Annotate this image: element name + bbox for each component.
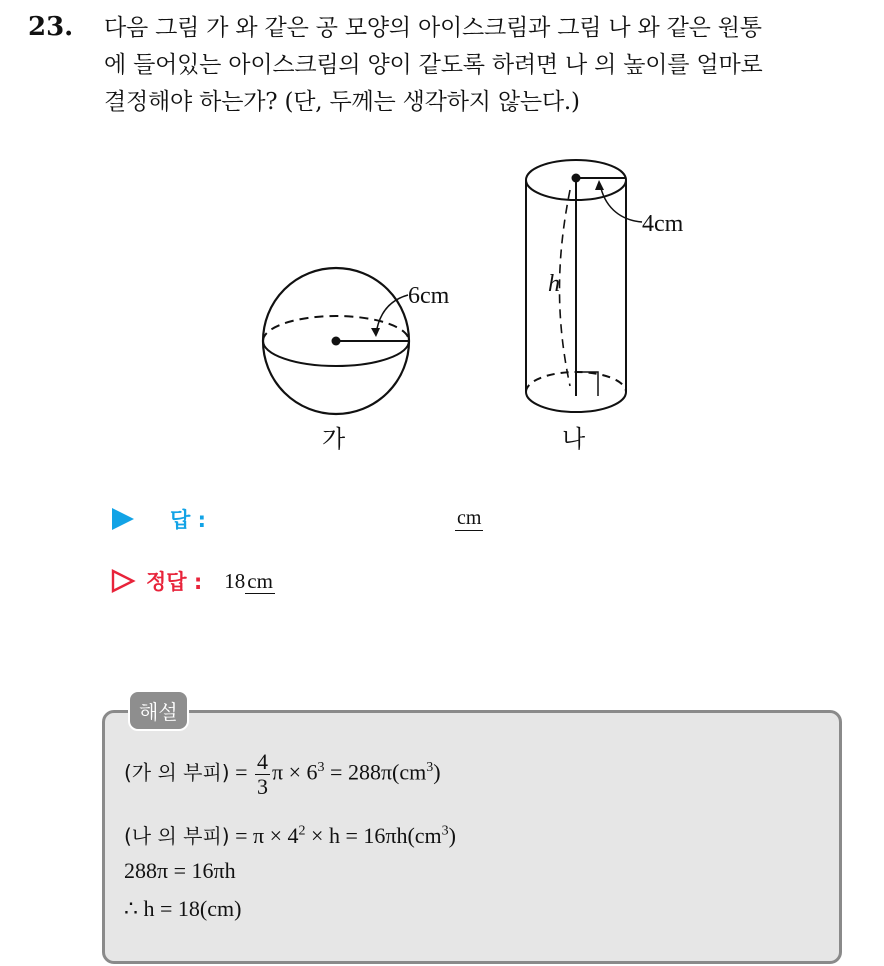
play-filled-icon	[110, 507, 136, 531]
answer-blank-unit: cm	[457, 507, 482, 529]
fraction-numerator: 4	[257, 749, 269, 774]
sphere-figure	[263, 268, 450, 453]
solution-line-2	[124, 820, 456, 849]
exponent: 3	[317, 760, 325, 776]
solution-term: (나 의 부피)	[124, 824, 230, 848]
solution-tag: 해설	[128, 690, 189, 731]
question-number: 23.	[28, 12, 74, 42]
sphere-caption: 가	[322, 425, 346, 453]
solution-expr: = π × 4	[229, 823, 299, 848]
answer-row	[110, 504, 206, 534]
solution-expr: )	[448, 823, 456, 848]
fraction-denominator: 3	[257, 774, 269, 799]
solution-line-3: 288π = 16πh	[124, 858, 236, 883]
cylinder-arrow-head	[595, 180, 604, 190]
solution-expr: × h = 16πh(cm	[305, 823, 442, 848]
height-label: h	[548, 271, 560, 297]
sphere-arrow-head	[371, 328, 380, 337]
question-line: 결정해야 하는가? (단, 두께는 생각하지 않는다.)	[104, 89, 580, 115]
solution-line-1	[124, 750, 441, 799]
exponent: 3	[426, 760, 434, 776]
question-line: 다음 그림 가 와 같은 공 모양의 아이스크림과 그림 나 와 같은 원통	[104, 15, 762, 41]
correct-answer-label: 정답 :	[146, 570, 203, 594]
solution-eq: =	[235, 759, 248, 785]
cylinder-caption: 나	[562, 425, 586, 453]
question-line: 에 들어있는 아이스크림의 양이 같도록 하려면 나 의 높이를 얼마로	[104, 52, 763, 78]
play-outline-icon	[110, 569, 136, 593]
height-dashed-arc	[560, 190, 571, 386]
correct-answer-value: 18	[224, 568, 246, 593]
correct-answer-unit: cm	[247, 568, 273, 593]
solution-term: (가 의 부피)	[124, 760, 230, 785]
answer-label: 답 :	[170, 508, 206, 532]
cylinder-figure	[526, 160, 684, 453]
exponent: 3	[441, 823, 449, 839]
question-text	[104, 10, 874, 121]
fraction	[255, 750, 270, 799]
solution-expr: = 288π(cm	[324, 759, 427, 785]
right-angle-mark	[576, 372, 598, 396]
sphere-radius-label: 6cm	[408, 283, 450, 309]
solution-line-4: ∴ h = 18(cm)	[124, 896, 242, 921]
correct-answer-row	[110, 566, 275, 596]
figure	[240, 150, 740, 460]
exponent: 2	[298, 823, 306, 839]
solution-expr: )	[433, 759, 441, 785]
solution-expr: π × 6	[272, 759, 318, 785]
cylinder-radius-label: 4cm	[642, 211, 684, 237]
